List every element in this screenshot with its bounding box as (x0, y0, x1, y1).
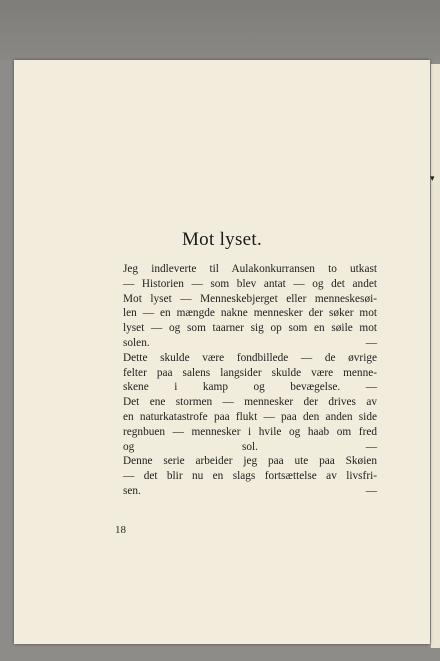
page-number: 18 (115, 524, 126, 536)
background-surface (0, 0, 440, 60)
text-line: regnbuen — mennesker i hvile og haab om fred (123, 425, 377, 438)
text-line: Dette skulde være fondbillede — de øvrige (123, 351, 377, 364)
text-line: skene i kamp og bevægelse. — (123, 381, 377, 394)
paragraph-4 (111, 454, 377, 498)
text-line: Det ene stormen — mennesker der drives av (123, 396, 377, 409)
paragraph-3 (111, 395, 377, 454)
body-text (111, 262, 377, 499)
text-line: Denne serie arbeider jeg paa ute paa Skøien (123, 455, 377, 468)
text-line: solen. — (123, 336, 377, 349)
text-line: en naturkatastrofe paa flukt — paa den anden side (123, 410, 377, 423)
text-line: sen. — (123, 484, 377, 497)
adjacent-page-edge (430, 64, 440, 648)
text-line: len — en mængde nakne mennesker der søker mot (123, 307, 377, 320)
paragraph-1 (111, 262, 377, 351)
text-line: og sol. — (123, 440, 377, 453)
paragraph-2 (111, 351, 377, 395)
text-line: — det blir nu en slags fortsættelse av livsfri- (123, 470, 377, 483)
page-edge-mark: ▾ (430, 174, 435, 184)
page-title: Mot lyset. (181, 229, 263, 250)
text-line: lyset — og som taarner sig op som en søile mot (123, 322, 377, 335)
text-line: — Historien — som blev antat — og det andet (123, 277, 377, 290)
text-line: Mot lyset — Menneskebjerget eller menneskesøi- (123, 292, 377, 305)
text-line: felter paa salens langsider skulde være menne- (123, 366, 377, 379)
text-line: Jeg indleverte til Aulakonkurransen to utkast (123, 263, 377, 275)
